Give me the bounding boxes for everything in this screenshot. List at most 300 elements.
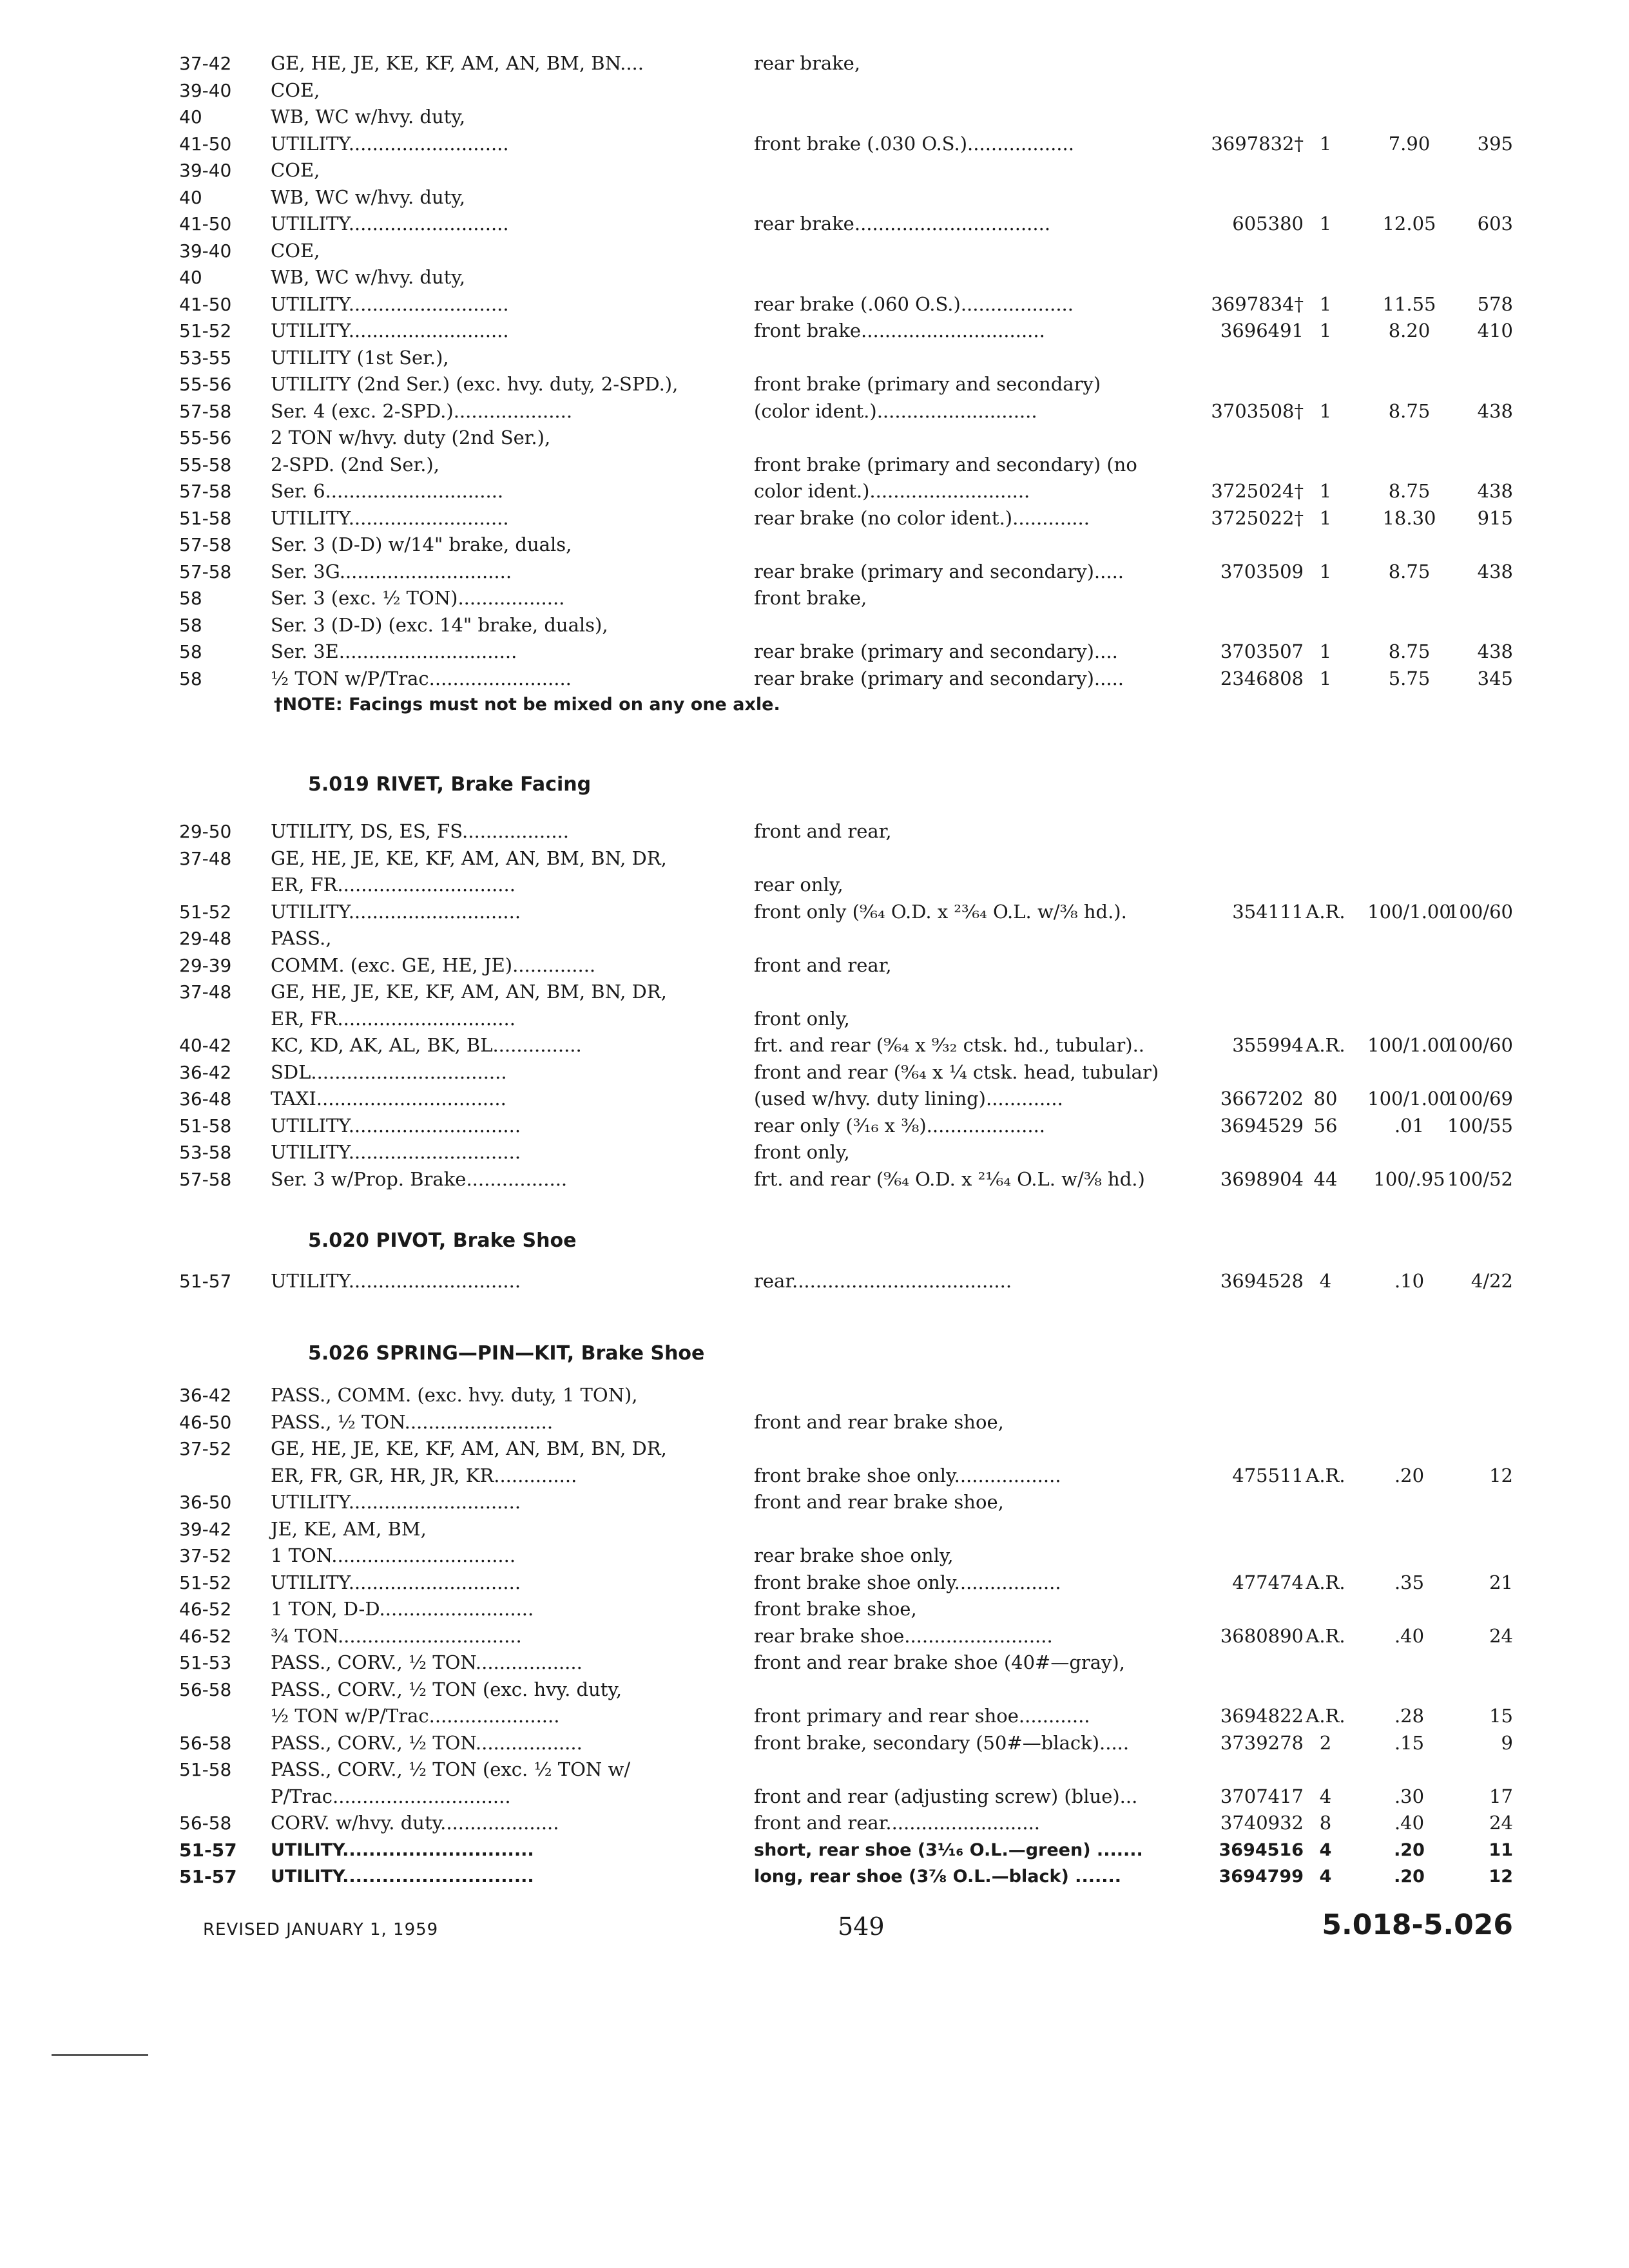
year-cell: 51-52 [179, 901, 232, 923]
description-cell: rear brake (primary and secondary).... [754, 640, 1118, 662]
retail-cell: 578 [1477, 293, 1513, 315]
model-cell: COE, [271, 239, 320, 262]
model-cell: PASS., CORV., ½ TON.................. [271, 1731, 583, 1754]
model-cell: ½ TON w/P/Trac...................... [271, 1705, 560, 1727]
year-cell: 56-58 [179, 1732, 232, 1754]
table-row [0, 899, 1629, 926]
year-cell: 55-56 [179, 374, 232, 395]
part-number-cell: 3725022† [1211, 506, 1304, 529]
part-number-cell: 3703507 [1220, 640, 1304, 662]
model-cell: JE, KE, AM, BM, [271, 1517, 427, 1540]
table-row [0, 585, 1629, 612]
model-cell: PASS., CORV., ½ TON (exc. ½ TON w/ [271, 1758, 631, 1780]
year-cell: 58 [179, 614, 202, 636]
table-row [0, 925, 1629, 952]
model-cell: Ser. 3E.............................. [271, 640, 517, 662]
model-cell: CORV. w/hvy. duty.................... [271, 1812, 559, 1834]
description-cell: frt. and rear (⁹⁄₆₄ O.D. x ²¹⁄₆₄ O.L. w/³⁄₈ hd.) [754, 1168, 1145, 1190]
description-cell: front and rear brake shoe (40#—gray), [754, 1651, 1125, 1673]
table-row [0, 818, 1629, 845]
part-number-cell: 3703509 [1220, 560, 1304, 582]
model-cell: UTILITY (2nd Ser.) (exc. hvy. duty, 2-SPD.), [271, 373, 679, 395]
year-cell: 57-58 [179, 481, 232, 502]
model-cell: UTILITY, DS, ES, FS.................. [271, 820, 569, 842]
year-cell: 41-50 [179, 133, 232, 155]
table-row [0, 1730, 1629, 1757]
table-row [0, 845, 1629, 872]
description-cell: rear brake, [754, 52, 861, 74]
year-cell: 55-56 [179, 427, 232, 448]
quantity-cell: 8 [1319, 1812, 1332, 1834]
description-cell: front and rear (adjusting screw) (blue)... [754, 1785, 1138, 1807]
year-cell: 51-57 [179, 1866, 237, 1887]
model-cell: Ser. 3 w/Prop. Brake................. [271, 1168, 568, 1190]
section-heading-spring-pin-kit: 5.026 SPRING—PIN—KIT, Brake Shoe [308, 1342, 705, 1365]
year-cell: 36-50 [179, 1492, 232, 1513]
description-cell: rear brake (no color ident.)............. [754, 506, 1090, 529]
quantity-cell: 1 [1319, 640, 1332, 662]
model-cell: GE, HE, JE, KE, KF, AM, AN, BM, BN, DR, [271, 981, 667, 1003]
model-cell: WB, WC w/hvy. duty, [271, 106, 466, 128]
price-cell: 11.55 [1382, 293, 1436, 315]
table-row [0, 1677, 1629, 1704]
year-cell: 57-58 [179, 534, 232, 555]
model-cell: ER, FR, GR, HR, JR, KR.............. [271, 1464, 577, 1486]
part-number-cell: 3680890 [1220, 1624, 1304, 1647]
model-cell: ER, FR.............................. [271, 874, 516, 896]
description-cell: rear brake (primary and secondary)..... [754, 560, 1124, 582]
price-cell: .20 [1394, 1867, 1425, 1887]
table-row [0, 291, 1629, 318]
year-cell: 37-52 [179, 1545, 232, 1566]
description-cell: front and rear (⁹⁄₆₄ x ¼ ctsk. head, tubular) [754, 1061, 1159, 1083]
price-cell: 8.75 [1388, 399, 1431, 422]
model-cell: UTILITY............................. [271, 1114, 521, 1137]
year-cell: 58 [179, 641, 202, 662]
table-row [0, 559, 1629, 586]
year-cell: 39-40 [179, 79, 232, 101]
year-cell: 39-42 [179, 1518, 232, 1540]
model-cell: UTILITY............................. [271, 1270, 521, 1292]
year-cell: 56-58 [179, 1812, 232, 1834]
quantity-cell: 4 [1319, 1270, 1332, 1292]
table-row [0, 425, 1629, 452]
price-cell: 100/1.00 [1367, 1088, 1451, 1110]
section-range: 5.018-5.026 [1322, 1908, 1513, 1941]
table-row [0, 1113, 1629, 1140]
table-row [0, 1863, 1629, 1890]
table-row [0, 398, 1629, 425]
quantity-cell: 2 [1319, 1731, 1332, 1754]
part-number-cell: 3703508† [1211, 399, 1304, 422]
part-number-cell: 3707417 [1220, 1785, 1304, 1807]
description-cell: front and rear brake shoe, [754, 1491, 1004, 1513]
model-cell: ¾ TON............................... [271, 1624, 522, 1647]
section-pivot-brake-shoe [0, 1268, 1629, 1295]
price-cell: 7.90 [1388, 132, 1431, 155]
model-cell: 2-SPD. (2nd Ser.), [271, 453, 439, 476]
description-cell: rear brake shoe only, [754, 1544, 954, 1566]
year-cell: 51-57 [179, 1839, 237, 1861]
price-cell: 12.05 [1382, 213, 1436, 235]
retail-cell: 12 [1489, 1464, 1513, 1486]
table-row [0, 532, 1629, 559]
quantity-cell: A.R. [1306, 1034, 1345, 1056]
retail-cell: 17 [1489, 1785, 1513, 1807]
year-cell: 29-50 [179, 821, 232, 842]
model-cell: UTILITY............................. [271, 1840, 534, 1860]
table-row [0, 1268, 1629, 1295]
part-number-cell: 3694529 [1220, 1114, 1304, 1137]
model-cell: KC, KD, AK, AL, BK, BL............... [271, 1034, 582, 1056]
price-cell: 8.75 [1388, 640, 1431, 662]
description-cell: front only (⁹⁄₆₄ O.D. x ²³⁄₆₄ O.L. w/³⁄₈ hd.). [754, 900, 1127, 923]
price-cell: 18.30 [1382, 506, 1436, 529]
year-cell: 37-48 [179, 847, 232, 869]
table-row [0, 1166, 1629, 1193]
retail-cell: 438 [1477, 560, 1513, 582]
quantity-cell: 56 [1313, 1114, 1338, 1137]
description-cell: front and rear, [754, 954, 892, 976]
table-row [0, 1139, 1629, 1166]
table-row [0, 211, 1629, 238]
year-cell: 36-48 [179, 1088, 232, 1110]
table-row [0, 104, 1629, 131]
description-cell: front only, [754, 1141, 850, 1163]
table-row [0, 505, 1629, 532]
quantity-cell: 1 [1319, 480, 1332, 502]
model-cell: UTILITY............................. [271, 1571, 521, 1593]
table-row [0, 1489, 1629, 1516]
description-cell: front brake............................... [754, 320, 1045, 341]
retail-cell: 24 [1489, 1624, 1513, 1647]
table-row [0, 1436, 1629, 1463]
model-cell: TAXI................................ [271, 1088, 506, 1110]
price-cell: 100/1.00 [1367, 900, 1451, 923]
part-number-cell: 3698904 [1220, 1168, 1304, 1190]
model-cell: P/Trac.............................. [271, 1785, 511, 1807]
retail-cell: 12 [1489, 1867, 1513, 1887]
quantity-cell: A.R. [1306, 1624, 1345, 1647]
scan-mark [52, 2054, 148, 2056]
year-cell: 40 [179, 106, 202, 128]
year-cell: 51-57 [179, 1271, 232, 1292]
table-row [0, 639, 1629, 666]
price-cell: .30 [1394, 1785, 1425, 1807]
year-cell: 40 [179, 186, 202, 208]
retail-cell: 438 [1477, 480, 1513, 502]
description-cell: rear brake (.060 O.S.)................... [754, 293, 1074, 315]
part-number-cell: 354111 [1232, 900, 1304, 923]
table-row [0, 612, 1629, 639]
year-cell: 51-58 [179, 1115, 232, 1137]
model-cell: Ser. 3 (exc. ½ TON).................. [271, 587, 565, 609]
part-number-cell: 477474 [1232, 1571, 1304, 1593]
footnote: †NOTE: Facings must not be mixed on any one axle. [274, 695, 780, 715]
model-cell: UTILITY............................. [271, 1491, 521, 1513]
table-row [0, 1409, 1629, 1436]
price-cell: .20 [1394, 1840, 1425, 1860]
table-row [0, 1032, 1629, 1059]
year-cell: 53-58 [179, 1142, 232, 1163]
model-cell: 1 TON............................... [271, 1544, 516, 1566]
description-cell: short, rear shoe (3⅟₁₆ O.L.—green) ....... [754, 1840, 1143, 1860]
description-cell: (color ident.)........................... [754, 399, 1037, 422]
quantity-cell: 1 [1319, 399, 1332, 422]
table-row [0, 1783, 1629, 1811]
table-row [0, 77, 1629, 104]
part-number-cell: 3697834† [1211, 293, 1304, 315]
model-cell: Ser. 3G............................. [271, 560, 512, 582]
price-cell: .40 [1394, 1624, 1425, 1647]
price-cell: .35 [1394, 1571, 1425, 1593]
year-cell: 57-58 [179, 400, 232, 422]
model-cell: WB, WC w/hvy. duty, [271, 186, 466, 208]
year-cell: 41-50 [179, 293, 232, 315]
retail-cell: 100/69 [1447, 1088, 1513, 1110]
description-cell: long, rear shoe (3⅞ O.L.—black) ....... [754, 1867, 1121, 1887]
retail-cell: 11 [1489, 1840, 1513, 1860]
section-heading-pivot: 5.020 PIVOT, Brake Shoe [308, 1229, 577, 1252]
model-cell: PASS., [271, 927, 332, 949]
description-cell: rear brake (primary and secondary)..... [754, 667, 1124, 689]
table-row [0, 1596, 1629, 1623]
retail-cell: 4/22 [1470, 1270, 1513, 1292]
retail-cell: 603 [1477, 213, 1513, 235]
description-cell: rear only (³⁄₁₆ x ³⁄₈).................... [754, 1114, 1046, 1137]
model-cell: 2 TON w/hvy. duty (2nd Ser.), [271, 427, 551, 448]
model-cell: ½ TON w/P/Trac........................ [271, 667, 572, 689]
part-number-cell: 475511 [1232, 1464, 1304, 1486]
description-cell: front brake (primary and secondary) [754, 373, 1101, 395]
table-row [0, 1086, 1629, 1113]
table-row [0, 318, 1629, 345]
year-cell: 40 [179, 267, 202, 288]
quantity-cell: 1 [1319, 132, 1332, 155]
description-cell: (used w/hvy. duty lining)............. [754, 1088, 1063, 1110]
table-row [0, 1756, 1629, 1783]
retail-cell: 100/55 [1447, 1114, 1513, 1137]
table-row [0, 1703, 1629, 1730]
retail-cell: 100/60 [1447, 900, 1513, 923]
model-cell: UTILITY (1st Ser.), [271, 346, 449, 369]
model-cell: GE, HE, JE, KE, KF, AM, AN, BM, BN, DR, [271, 847, 667, 869]
section-rivet-brake-facing [0, 818, 1629, 1193]
part-number-cell: 3740932 [1220, 1812, 1304, 1834]
price-cell: 8.20 [1388, 320, 1431, 341]
table-row [0, 1382, 1629, 1409]
year-cell: 36-42 [179, 1385, 232, 1406]
model-cell: Ser. 4 (exc. 2-SPD.).................... [271, 399, 573, 422]
part-number-cell: 3694799 [1219, 1867, 1304, 1887]
part-number-cell: 3694822 [1220, 1705, 1304, 1727]
retail-cell: 9 [1501, 1731, 1513, 1754]
year-cell: 46-52 [179, 1599, 232, 1620]
section-heading-rivet: 5.019 RIVET, Brake Facing [308, 773, 592, 796]
description-cell: front and rear brake shoe, [754, 1410, 1004, 1433]
price-cell: 8.75 [1388, 480, 1431, 502]
retail-cell: 24 [1489, 1812, 1513, 1834]
part-number-cell: 3694516 [1219, 1840, 1304, 1860]
model-cell: WB, WC w/hvy. duty, [271, 266, 466, 288]
table-row [0, 184, 1629, 211]
model-cell: Ser. 3 (D-D) w/14" brake, duals, [271, 533, 572, 555]
retail-cell: 438 [1477, 399, 1513, 422]
table-row [0, 1542, 1629, 1570]
table-row [0, 666, 1629, 693]
quantity-cell: 1 [1319, 213, 1332, 235]
quantity-cell: 4 [1319, 1867, 1332, 1887]
page-number: 549 [838, 1912, 885, 1941]
quantity-cell: A.R. [1306, 900, 1345, 923]
price-cell: .28 [1394, 1705, 1425, 1727]
quantity-cell: 4 [1319, 1840, 1332, 1860]
model-cell: UTILITY........................... [271, 213, 509, 235]
table-row [0, 478, 1629, 505]
table-row [0, 1059, 1629, 1086]
description-cell: front and rear.......................... [754, 1812, 1041, 1834]
retail-cell: 15 [1489, 1705, 1513, 1727]
year-cell: 46-52 [179, 1625, 232, 1647]
description-cell: frt. and rear (⁹⁄₆₄ x ⁹⁄₃₂ ctsk. hd., tubular).. [754, 1034, 1145, 1056]
year-cell: 39-40 [179, 240, 232, 262]
quantity-cell: A.R. [1306, 1464, 1345, 1486]
year-cell: 41-50 [179, 213, 232, 235]
quantity-cell: 44 [1313, 1168, 1338, 1190]
price-cell: 8.75 [1388, 560, 1431, 582]
price-cell: .10 [1394, 1270, 1425, 1292]
model-cell: COE, [271, 79, 320, 101]
model-cell: UTILITY........................... [271, 320, 509, 341]
year-cell: 40-42 [179, 1035, 232, 1056]
table-row [0, 264, 1629, 291]
price-cell: 100/.95 [1373, 1168, 1445, 1190]
table-row [0, 1810, 1629, 1837]
model-cell: PASS., ½ TON......................... [271, 1410, 554, 1433]
year-cell: 37-48 [179, 981, 232, 1003]
model-cell: UTILITY........................... [271, 293, 509, 315]
year-cell: 39-40 [179, 160, 232, 181]
description-cell: color ident.)........................... [754, 480, 1030, 502]
year-cell: 37-52 [179, 1438, 232, 1459]
table-row [0, 1006, 1629, 1033]
model-cell: Ser. 6.............................. [271, 480, 504, 502]
description-cell: front primary and rear shoe............ [754, 1705, 1090, 1727]
table-row [0, 1837, 1629, 1864]
year-cell: 57-58 [179, 1168, 232, 1190]
table-row [0, 345, 1629, 372]
table-row [0, 1516, 1629, 1543]
year-cell: 51-53 [179, 1652, 232, 1673]
model-cell: PASS., CORV., ½ TON (exc. hvy. duty, [271, 1678, 622, 1700]
description-cell: front brake shoe only.................. [754, 1464, 1061, 1486]
year-cell: 51-52 [179, 1571, 232, 1593]
price-cell: .15 [1394, 1731, 1425, 1754]
retail-cell: 21 [1489, 1571, 1513, 1593]
quantity-cell: 1 [1319, 506, 1332, 529]
model-cell: Ser. 3 (D-D) (exc. 14" brake, duals), [271, 613, 608, 636]
quantity-cell: 80 [1313, 1088, 1338, 1110]
model-cell: 1 TON, D-D.......................... [271, 1598, 534, 1620]
quantity-cell: A.R. [1306, 1705, 1345, 1727]
description-cell: front brake, [754, 587, 867, 609]
model-cell: UTILITY........................... [271, 132, 509, 155]
retail-cell: 410 [1477, 320, 1513, 341]
part-number-cell: 3667202 [1220, 1088, 1304, 1110]
retail-cell: 438 [1477, 640, 1513, 662]
price-cell: .01 [1394, 1114, 1425, 1137]
retail-cell: 100/52 [1447, 1168, 1513, 1190]
part-number-cell: 3697832† [1211, 132, 1304, 155]
table-row [0, 50, 1629, 77]
description-cell: front only, [754, 1007, 850, 1030]
table-row [0, 1623, 1629, 1650]
table-row [0, 1463, 1629, 1490]
description-cell: rear brake................................. [754, 213, 1051, 235]
model-cell: UTILITY........................... [271, 506, 509, 529]
retail-cell: 100/60 [1447, 1034, 1513, 1056]
quantity-cell: A.R. [1306, 1571, 1345, 1593]
table-row [0, 371, 1629, 398]
model-cell: PASS., COMM. (exc. hvy. duty, 1 TON), [271, 1384, 638, 1406]
description-cell: front brake (.030 O.S.).................. [754, 132, 1074, 155]
model-cell: PASS., CORV., ½ TON.................. [271, 1651, 583, 1673]
model-cell: UTILITY............................. [271, 1141, 521, 1163]
description-cell: front brake, secondary (50#—black)..... [754, 1731, 1130, 1754]
model-cell: GE, HE, JE, KE, KF, AM, AN, BM, BN.... [271, 52, 644, 74]
model-cell: ER, FR.............................. [271, 1007, 516, 1030]
year-cell: 29-48 [179, 928, 232, 949]
table-row [0, 1570, 1629, 1597]
description-cell: rear..................................... [754, 1270, 1012, 1292]
quantity-cell: 4 [1319, 1785, 1332, 1807]
quantity-cell: 1 [1319, 560, 1332, 582]
year-cell: 51-52 [179, 320, 232, 341]
quantity-cell: 1 [1319, 320, 1332, 341]
part-number-cell: 3739278 [1220, 1731, 1304, 1754]
section-brake-facing-continued [0, 50, 1629, 692]
year-cell: 55-58 [179, 454, 232, 476]
description-cell: front brake shoe only.................. [754, 1571, 1061, 1593]
table-row [0, 238, 1629, 265]
part-number-cell: 2346808 [1220, 667, 1304, 689]
price-cell: .20 [1394, 1464, 1425, 1486]
description-cell: rear only, [754, 874, 843, 896]
year-cell: 58 [179, 588, 202, 609]
quantity-cell: 1 [1319, 667, 1332, 689]
quantity-cell: 1 [1319, 293, 1332, 315]
year-cell: 58 [179, 668, 202, 689]
model-cell: UTILITY............................. [271, 1867, 534, 1887]
price-cell: 100/1.00 [1367, 1034, 1451, 1056]
year-cell: 53-55 [179, 347, 232, 369]
description-cell: front brake (primary and secondary) (no [754, 453, 1137, 476]
price-cell: 5.75 [1388, 667, 1431, 689]
table-row [0, 1649, 1629, 1677]
table-row [0, 157, 1629, 184]
retail-cell: 395 [1477, 132, 1513, 155]
section-spring-pin-kit [0, 1382, 1629, 1890]
year-cell: 51-58 [179, 1759, 232, 1780]
description-cell: front and rear, [754, 820, 892, 842]
year-cell: 57-58 [179, 561, 232, 582]
year-cell: 46-50 [179, 1411, 232, 1433]
retail-cell: 915 [1477, 506, 1513, 529]
price-cell: .40 [1394, 1812, 1425, 1834]
year-cell: 51-58 [179, 507, 232, 529]
table-row [0, 131, 1629, 158]
description-cell: rear brake shoe......................... [754, 1624, 1053, 1647]
